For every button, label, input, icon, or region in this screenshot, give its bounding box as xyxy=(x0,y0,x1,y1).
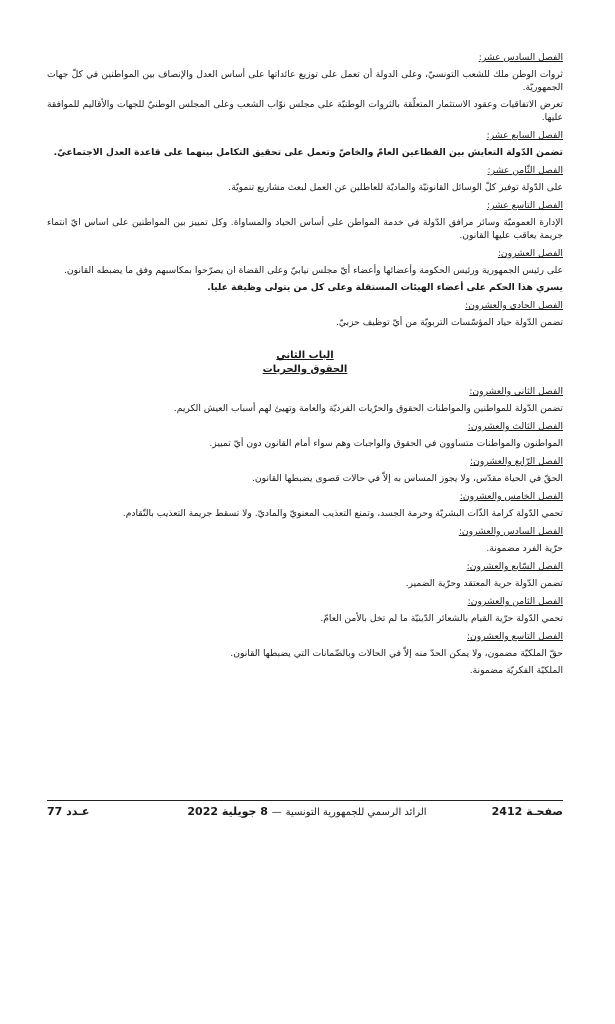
footer-dash: — xyxy=(271,807,282,818)
journal-info xyxy=(177,805,437,818)
article-heading: الفصل السّابع والعشرون: xyxy=(466,561,563,572)
article-22 xyxy=(47,385,563,415)
page-footer xyxy=(47,805,563,821)
article-heading: الفصل العشرون: xyxy=(497,248,563,259)
article-heading: الفصل السادس عشر: xyxy=(478,52,563,63)
article-27 xyxy=(47,560,563,590)
article-16 xyxy=(47,51,563,124)
article-paragraph: حقّ الملكيّة مضمون، ولا يمكن الحدّ منه إلاّ في الحالات وبالضّمانات التي يضبطها القانون. xyxy=(230,648,563,659)
issue-date: 8 جويلية 2022 xyxy=(187,805,268,818)
article-paragraph: تضمن الدّولة حياد المؤسّسات التربويّة من أيّ توظيف حزبيّ. xyxy=(335,317,563,328)
article-paragraph: الحقّ في الحياة مقدّس، ولا يجوز المساس به إلاّ في حالات قصوى يضبطها القانون. xyxy=(251,473,563,484)
article-25 xyxy=(47,490,563,520)
article-heading: الفصل الثامن والعشرون: xyxy=(467,596,563,607)
article-heading: الفصل السادس والعشرون: xyxy=(458,526,563,537)
article-28 xyxy=(47,595,563,625)
article-paragraph: تعرض الاتفاقيات وعقود الاستثمار المتعلّقة بالثروات الوطنيّة على مجلس نوّاب الشعب وعلى المجلس الوطنيّ للجهات والأقاليم للموافقة عليها. xyxy=(47,99,563,123)
article-20 xyxy=(47,247,563,294)
article-paragraph: ثروات الوطن ملك للشعب التونسيّ، وعلى الدولة أن تعمل على توزيع عائداتها على أساس العدل والإنصاف بين المواطنين في كلّ جهات الجمهوريّة. xyxy=(47,69,563,93)
article-paragraph: الملكيّة الفكريّة مضمونة. xyxy=(469,665,563,676)
issue-number: عـدد 77 xyxy=(47,805,90,818)
article-23 xyxy=(47,420,563,450)
article-paragraph: تحمي الدّولة حرّية القيام بالشعائر الدّينيّة ما لم تخل بالأمن العامّ. xyxy=(320,613,563,624)
article-26 xyxy=(47,525,563,555)
part-title: الباب الثاني xyxy=(276,350,334,361)
article-18 xyxy=(47,164,563,194)
footer-divider xyxy=(47,800,563,801)
article-paragraph: الإدارة العموميّة وسائر مرافق الدّولة في خدمة المواطن على أساس الحياد والمساواة. وكل تمييز بين المواطنين على اساس ايّ انتماء جريمة يعاقب عليها القانون. xyxy=(47,217,563,241)
article-heading: الفصل الرّابع والعشرون: xyxy=(470,456,563,467)
article-17 xyxy=(47,129,563,159)
article-21 xyxy=(47,299,563,329)
article-paragraph: على رئيس الجمهورية ورئيس الحكومة وأعضائها وأعضاء أيّ مجلس نيابيّ وعلى القضاة ان يصرّحوا بمكاسبهم وفق ما يضبطه القانون. xyxy=(63,265,563,276)
article-29 xyxy=(47,630,563,677)
article-heading: الفصل الثّامن عشر: xyxy=(487,165,563,176)
article-heading: الفصل الثالث والعشرون: xyxy=(467,421,563,432)
article-paragraph: على الدّولة توفير كلّ الوسائل القانونيّة والماديّة للعاطلين عن العمل لبعث مشاريع تنمويّة. xyxy=(228,182,563,193)
article-19 xyxy=(47,199,563,242)
article-heading: الفصل السابع عشر: xyxy=(486,130,563,141)
article-paragraph: تضمن الدّولة حرية المعتقد وحرّية الضمير. xyxy=(405,578,563,589)
article-paragraph: حرّية الفرد مضمونة. xyxy=(486,543,563,554)
article-paragraph: تضمن الدّولة للمواطنين والمواطنات الحقوق والحرّيات الفرديّة والعامة وتهيئ لهم أسباب العيش الكريم. xyxy=(173,403,563,414)
article-paragraph: المواطنون والمواطنات متساوون في الحقوق والواجبات وهم سواء أمام القانون دون أيّ تمييز. xyxy=(209,438,563,449)
article-paragraph: تضمن الدّولة التعايش بين القطاعين العامّ والخاصّ وتعمل على تحقيق التكامل بينهما على قاعدة العدل الاجتماعيّ. xyxy=(53,147,563,158)
article-24 xyxy=(47,455,563,485)
article-heading: الفصل الحادي والعشرون: xyxy=(465,300,563,311)
article-paragraph: يسري هذا الحكم على أعضاء الهيئات المستقلة وعلى كل من يتولى وظيفة عليا. xyxy=(207,282,563,293)
article-paragraph: تحمي الدّولة كرامة الذّات البشريّة وحرمة الجسد، وتمنع التعذيب المعنويّ والماديّ. ولا تسقط جريمة التعذيب بالتّقادم. xyxy=(122,508,563,519)
article-heading: الفصل الثاني والعشرون: xyxy=(469,386,563,397)
page-number: صفحـة 2412 xyxy=(491,805,563,818)
article-heading: الفصل التاسع عشر: xyxy=(486,200,563,211)
part-subtitle: الحقوق والحريات xyxy=(262,364,348,375)
article-heading: الفصل التاسع والعشرون: xyxy=(466,631,563,642)
document-page xyxy=(47,46,563,681)
article-heading: الفصل الخامس والعشرون: xyxy=(459,491,563,502)
journal-title: الرائد الرسمي للجمهورية التونسية xyxy=(285,807,427,818)
